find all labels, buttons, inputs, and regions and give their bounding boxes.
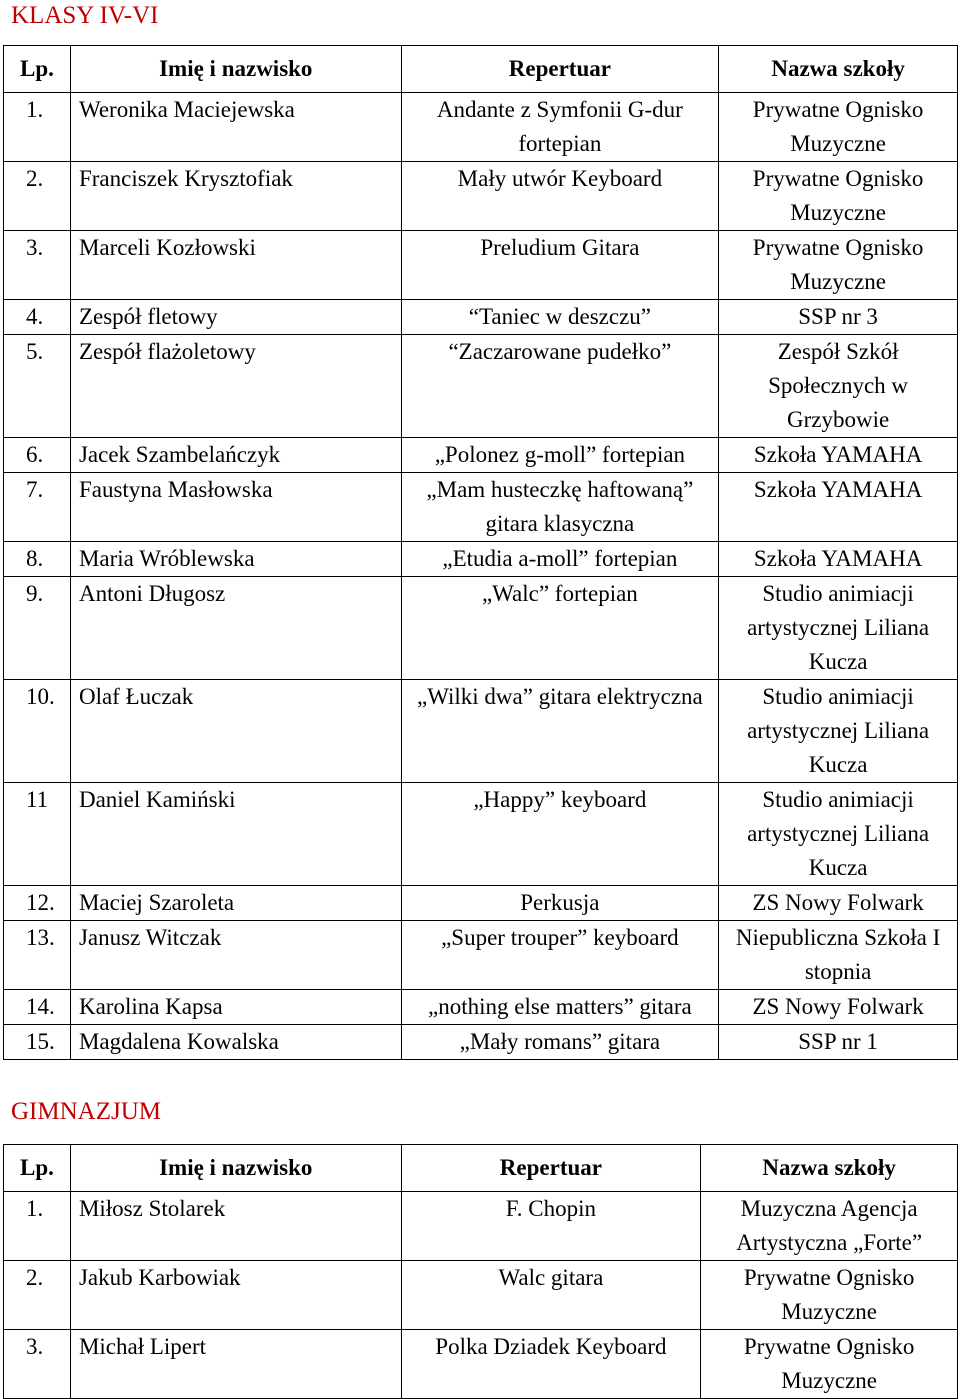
row-number: 8. [4,542,71,577]
table-row [4,438,958,473]
row-number: 7. [4,473,71,542]
row-name: Olaf Łuczak [70,680,401,783]
row-name: Weronika Maciejewska [70,93,401,162]
row-repertoire: „nothing else matters” gitara [401,990,719,1025]
header-lp: Lp. [4,46,71,93]
row-repertoire: „Mam husteczkę haftowaną” gitara klasyczna [401,473,719,542]
row-number: 11 [4,783,71,886]
header-school: Nazwa szkoły [701,1145,958,1192]
row-name: Michał Lipert [70,1330,401,1399]
row-repertoire: „Wilki dwa” gitara elektryczna [401,680,719,783]
header-repertoire: Repertuar [401,1145,701,1192]
row-name: Franciszek Krysztofiak [70,162,401,231]
row-repertoire: „Walc” fortepian [401,577,719,680]
row-number: 1. [4,93,71,162]
table-row [4,680,958,783]
row-number: 3. [4,231,71,300]
table-row [4,231,958,300]
table-row [4,1025,958,1060]
row-school: Studio animiacji artystycznej Liliana Kucza [719,577,958,680]
row-number: 2. [4,1261,71,1330]
row-number: 10. [4,680,71,783]
header-name: Imię i nazwisko [70,1145,401,1192]
table-row [4,1261,958,1330]
table-row [4,783,958,886]
table-row [4,335,958,438]
row-name: Miłosz Stolarek [70,1192,401,1261]
row-repertoire: “Taniec w deszczu” [401,300,719,335]
row-name: Maciej Szaroleta [70,886,401,921]
table-row [4,577,958,680]
row-school: Prywatne Ognisko Muzyczne [719,93,958,162]
row-school: Niepubliczna Szkoła I stopnia [719,921,958,990]
table-body [4,1192,958,1399]
row-school: SSP nr 3 [719,300,958,335]
row-school: SSP nr 1 [719,1025,958,1060]
row-number: 6. [4,438,71,473]
row-name: Zespół fletowy [70,300,401,335]
table-row [4,1330,958,1399]
row-name: Marceli Kozłowski [70,231,401,300]
row-school: Studio animiacji artystycznej Liliana Kucza [719,680,958,783]
participants-table-gimnazjum [3,1144,958,1399]
row-repertoire: Walc gitara [401,1261,701,1330]
row-repertoire: „Happy” keyboard [401,783,719,886]
table-header-row [4,1145,958,1192]
row-school: Szkoła YAMAHA [719,542,958,577]
row-repertoire: “Zaczarowane pudełko” [401,335,719,438]
row-school: ZS Nowy Folwark [719,886,958,921]
row-name: Jakub Karbowiak [70,1261,401,1330]
row-repertoire: Mały utwór Keyboard [401,162,719,231]
row-school: ZS Nowy Folwark [719,990,958,1025]
row-number: 12. [4,886,71,921]
section-title-klasy: KLASY IV-VI [11,2,159,29]
row-number: 4. [4,300,71,335]
row-repertoire: Perkusja [401,886,719,921]
table-row [4,93,958,162]
row-name: Magdalena Kowalska [70,1025,401,1060]
row-number: 3. [4,1330,71,1399]
header-lp: Lp. [4,1145,71,1192]
row-repertoire: Polka Dziadek Keyboard [401,1330,701,1399]
row-name: Jacek Szambelańczyk [70,438,401,473]
row-number: 13. [4,921,71,990]
row-repertoire: F. Chopin [401,1192,701,1261]
row-school: Zespół Szkół Społecznych w Grzybowie [719,335,958,438]
row-school: Prywatne Ognisko Muzyczne [701,1261,958,1330]
row-name: Zespół flażoletowy [70,335,401,438]
row-number: 15. [4,1025,71,1060]
header-repertoire: Repertuar [401,46,719,93]
row-school: Muzyczna Agencja Artystyczna „Forte” [701,1192,958,1261]
row-repertoire: „Etudia a-moll” fortepian [401,542,719,577]
row-name: Faustyna Masłowska [70,473,401,542]
row-name: Maria Wróblewska [70,542,401,577]
row-school: Prywatne Ognisko Muzyczne [719,231,958,300]
table-row [4,1192,958,1261]
table-row [4,542,958,577]
row-name: Antoni Długosz [70,577,401,680]
table-row [4,921,958,990]
table-row [4,473,958,542]
table-body [4,93,958,1060]
row-school: Studio animiacji artystycznej Liliana Kucza [719,783,958,886]
row-number: 5. [4,335,71,438]
row-name: Daniel Kamiński [70,783,401,886]
table-header-row [4,46,958,93]
row-name: Janusz Witczak [70,921,401,990]
row-school: Szkoła YAMAHA [719,438,958,473]
row-number: 2. [4,162,71,231]
row-number: 9. [4,577,71,680]
table-row [4,162,958,231]
row-school: Prywatne Ognisko Muzyczne [701,1330,958,1399]
table-row [4,886,958,921]
participants-table-klasy [3,45,958,1060]
header-name: Imię i nazwisko [70,46,401,93]
row-repertoire: Andante z Symfonii G-dur fortepian [401,93,719,162]
row-school: Prywatne Ognisko Muzyczne [719,162,958,231]
row-repertoire: „Super trouper” keyboard [401,921,719,990]
table-row [4,990,958,1025]
row-repertoire: Preludium Gitara [401,231,719,300]
row-school: Szkoła YAMAHA [719,473,958,542]
row-name: Karolina Kapsa [70,990,401,1025]
section-title-gimnazjum: GIMNAZJUM [11,1098,161,1125]
header-school: Nazwa szkoły [719,46,958,93]
row-number: 1. [4,1192,71,1261]
row-repertoire: „Polonez g-moll” fortepian [401,438,719,473]
row-number: 14. [4,990,71,1025]
row-repertoire: „Mały romans” gitara [401,1025,719,1060]
table-row [4,300,958,335]
